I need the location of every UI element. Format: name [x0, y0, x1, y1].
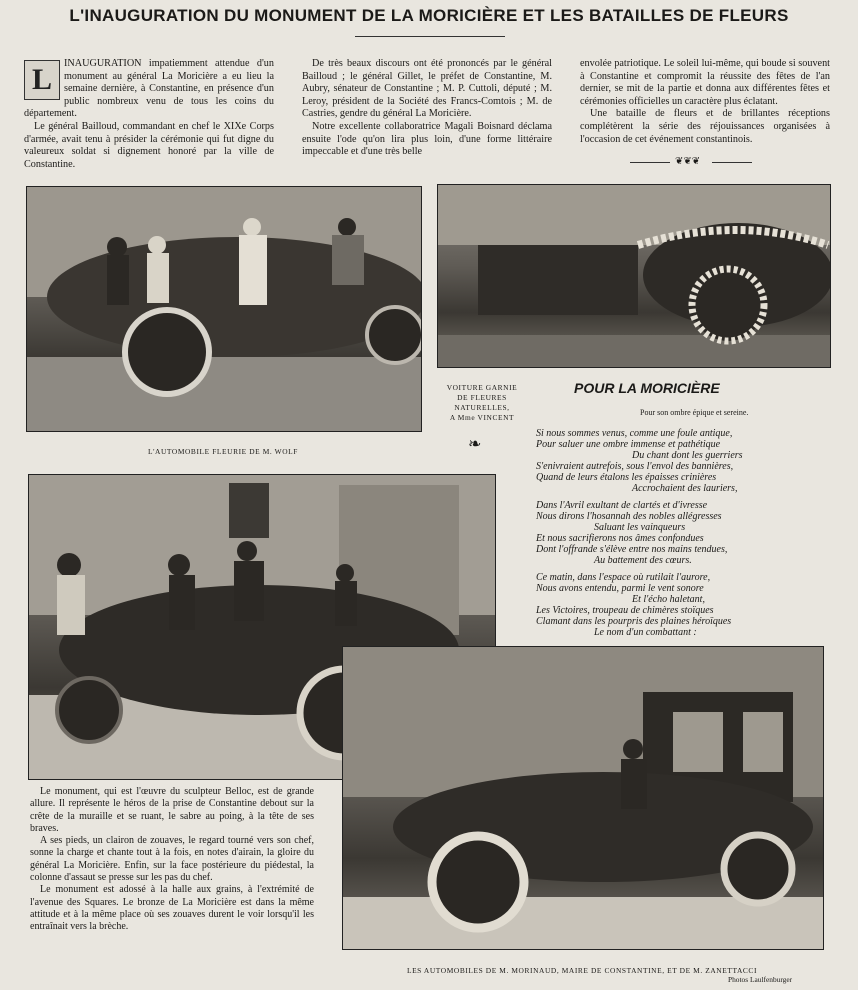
paragraph: Le monument, qui est l'œuvre du sculpteur Belloc, est de grande allure. Il représente le héros de la prise de Constantine debout sur la crête de la muraille et se ruant, le sabre au poing, à la tête de ses braves.	[30, 786, 314, 834]
paragraph: De très beaux discours ont été prononcés par le général Bailloud ; le général Gillet, le préfet de Constantine, M. Aubry, sénateur de Constantine ; M. P. Cuttoli, député ; M. Leroy, président de la Société des Francs-Comtois ; M. de Castries, gendre du général La Moricière.	[302, 58, 552, 120]
dropcap-letter: L	[31, 63, 52, 96]
verse: Nous dirons l'hosannah des nobles allégresses	[536, 511, 722, 522]
paragraph: envolée patriotique. Le soleil lui-même, qui boude si souvent à Constantine et compromit la réussite des fêtes de l'an dernier, se mit de la partie et donna aux différentes fêtes et cérémonies officielles un caractère plus éclatant.	[580, 58, 830, 107]
paragraph: A ses pieds, un clairon de zouaves, le regard tourné vers son chef, sonne la charge et chante tout à la fois, en notes d'airain, la gloire du général La Moricière. Enfin, sur la face postérieure du piédestal, la colonne d'assaut se presse sur les pas du chef.	[30, 835, 314, 884]
poem-stanza-1	[536, 428, 806, 494]
verse: Le nom d'un combattant :	[594, 627, 697, 638]
verse: Dans l'Avril exultant de clartés et d'ivresse	[536, 500, 708, 511]
poem-stanza-3	[536, 572, 806, 638]
flowered-car-illustration	[343, 647, 823, 949]
paragraph: Une bataille de fleurs et de brillantes réceptions complétèrent la série des réjouissances organisées à l'occasion de cet événement constantinois.	[580, 108, 830, 145]
flowered-car-illustration	[27, 187, 421, 431]
end-rule-right	[712, 162, 752, 163]
article-column-1	[24, 58, 274, 171]
end-rule-left	[630, 162, 670, 163]
fleuron-icon: ❧	[468, 436, 482, 453]
article-column-3	[580, 58, 830, 146]
caption-photo-2	[434, 383, 530, 423]
end-ornament: ❦❦❦	[675, 156, 701, 167]
article-column-lower	[30, 786, 314, 934]
poem-epigraph: Pour son ombre épique et sereine.	[640, 408, 749, 417]
paragraph: Notre excellente collaboratrice Magali Boisnard déclama ensuite l'ode qu'on lira plus loin, d'une forme littéraire impeccable et d'une très belle	[302, 120, 552, 158]
dropcap-ornament	[24, 60, 60, 100]
verse: Saluant les vainqueurs	[594, 522, 686, 533]
photo-credit: Photos Laulfenburger	[728, 975, 793, 984]
paragraph: Le monument est adossé à la halle aux grains, à l'extrémité de l'avenue des Squares. Le bronze de La Moricière est dans la même attitude et à la même place où ses zouaves durent le voir lorsqu'il les entraînait vers la brèche.	[30, 884, 314, 933]
verse: Clamant dans les pourpris des plaines héroïques	[536, 616, 732, 627]
caption-photo-4: LES AUTOMOBILES DE M. MORINAUD, MAIRE DE CONSTANTINE, ET DE M. ZANETTACCI	[406, 966, 758, 975]
poem-stanza-2	[536, 500, 806, 566]
verse: Si nous sommes venus, comme une foule antique,	[536, 428, 733, 439]
flowered-car-illustration	[438, 185, 830, 367]
verse: Et nous sacrifierons nos âmes confondues	[536, 533, 704, 544]
poem-title: POUR LA MORICIÈRE	[574, 380, 720, 396]
title-rule	[355, 36, 505, 37]
article-column-2	[302, 58, 552, 159]
paragraph: INAUGURATION impatiemment attendue d'un monument au général La Moricière a eu lieu la semaine dernière, à Constantine, en présence d'un public nombreux venu de tous les coins du département.	[24, 58, 274, 120]
verse: Au battement des cœurs.	[594, 555, 692, 566]
verse: Pour saluer une ombre immense et pathétique	[536, 439, 721, 450]
photo-wolf-automobile	[26, 186, 422, 432]
verse: Les Victoires, troupeau de chimères stoïques	[536, 605, 714, 616]
verse: Dont l'offrande s'élève entre nos mains tendues,	[536, 544, 728, 555]
caption-line: DE FLEURES	[457, 393, 507, 402]
verse: S'enivraient autrefois, sous l'envol des bannières,	[536, 461, 734, 472]
verse: Nous avons entendu, parmi le vent sonore	[536, 583, 704, 594]
caption-line: A Mme VINCENT	[449, 413, 515, 422]
page-title: L'INAUGURATION DU MONUMENT DE LA MORICIÈRE ET LES BATAILLES DE FLEURS	[69, 6, 789, 25]
verse: Du chant dont les guerriers	[632, 450, 743, 461]
caption-line: NATURELLES,	[454, 403, 510, 412]
photo-vincent-car	[437, 184, 831, 368]
verse: Accrochaient des lauriers,	[632, 483, 738, 494]
caption-photo-1: L'AUTOMOBILE FLEURIE DE M. WOLF	[147, 447, 298, 456]
verse: Et l'écho haletant,	[632, 594, 705, 605]
paragraph: Le général Bailloud, commandant en chef le XIXe Corps d'armée, avait tenu à présider la cérémonie qui fut digne du valeureux soldat si dignement honoré par la ville de Constantine.	[24, 120, 274, 170]
photo-morinaud-zanettacci	[342, 646, 824, 950]
caption-line: VOITURE GARNIE	[446, 383, 518, 392]
verse: Quand de leurs étalons les épaisses crinières	[536, 472, 717, 483]
verse: Ce matin, dans l'espace où rutilait l'aurore,	[536, 572, 711, 583]
